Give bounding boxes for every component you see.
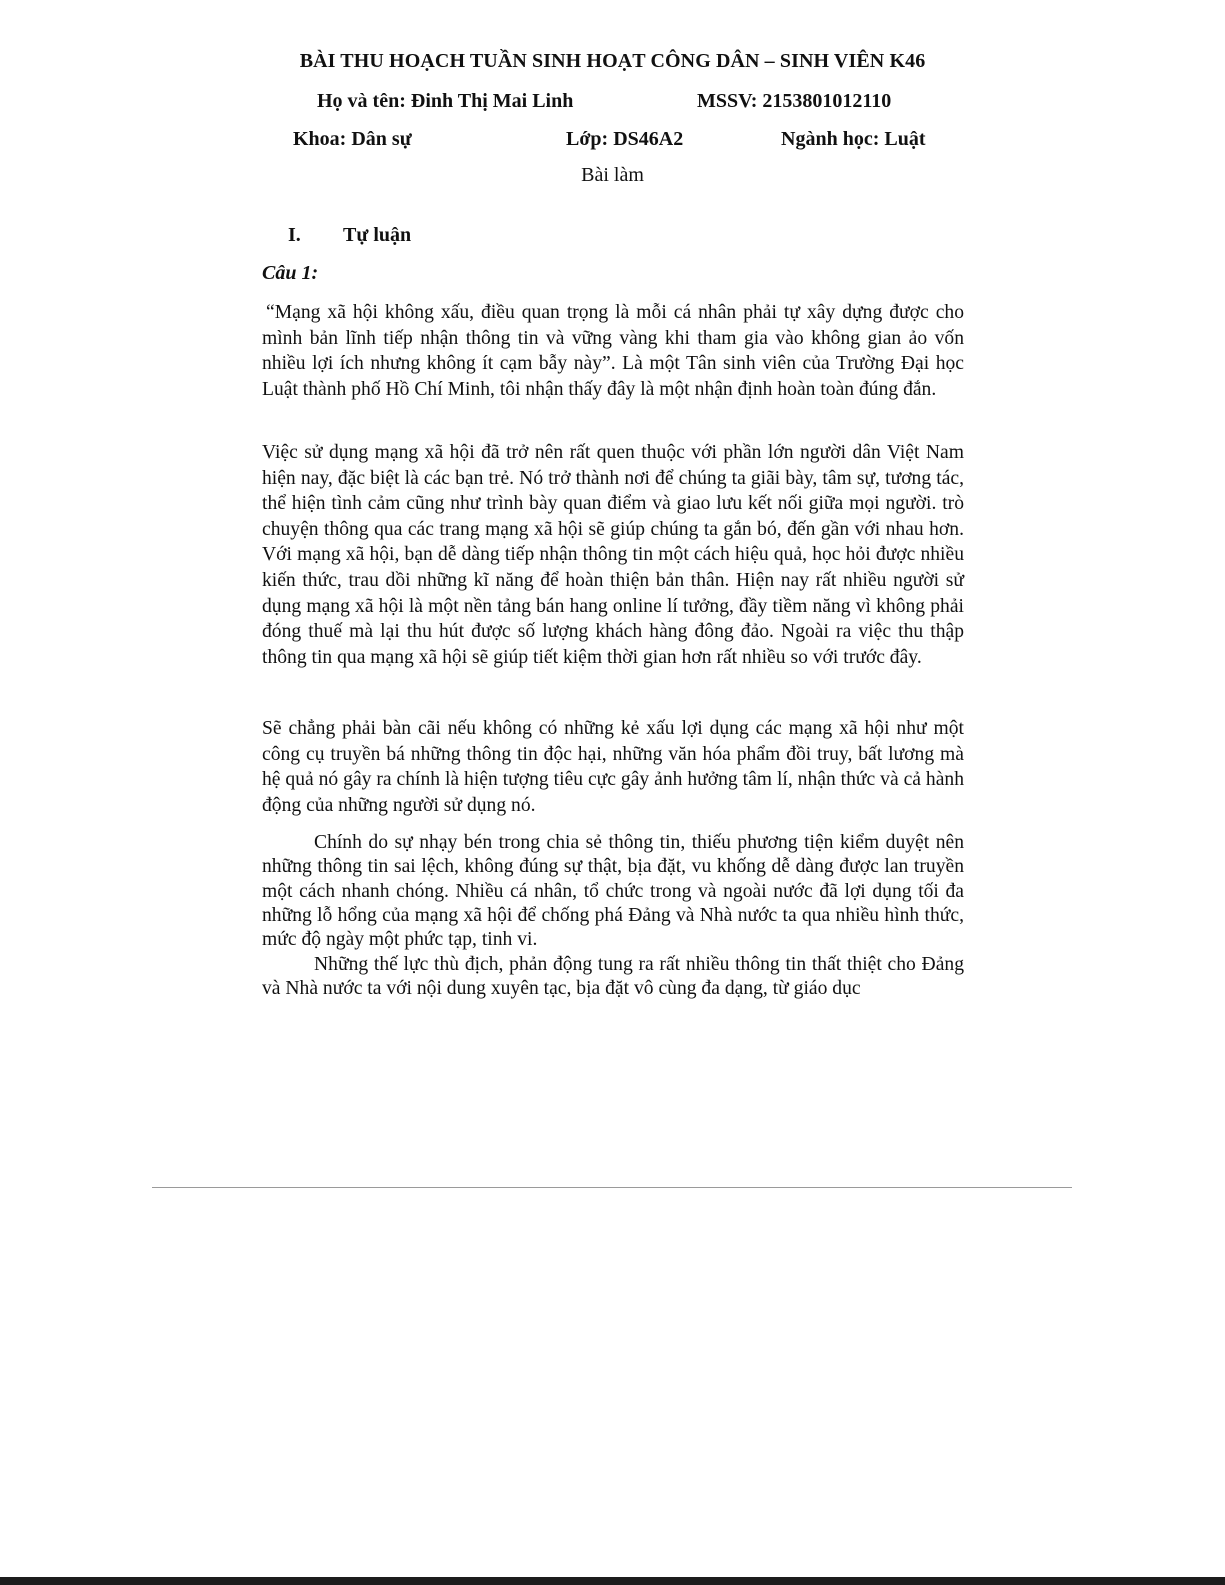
- paragraph-hostile-forces: Những thế lực thù địch, phản động tung ra rất nhiều thông tin thất thiệt cho Đảng và Nhà nước ta với nội dung xuyên tạc, bịa đặt vô cùng đa dạng, từ giáo dục: [262, 954, 964, 1000]
- faculty: Khoa: Dân sự: [293, 128, 412, 150]
- section-title: Tự luận: [343, 224, 412, 246]
- subtitle: Bài làm: [581, 164, 644, 186]
- student-name: Họ và tên: Đinh Thị Mai Linh: [317, 90, 574, 112]
- student-id: MSSV: 2153801012110: [697, 90, 892, 112]
- paragraph-benefits: Việc sử dụng mạng xã hội đã trở nên rất quen thuộc với phần lớn người dân Việt Nam hiện nay, đặc biệt là các bạn trẻ. Nó trở thành nơi để chúng ta giãi bày, tâm sự, tương tác, thể hiện tình cảm cũng như trình bày quan điểm và giao lưu kết nối giữa mọi người. trò chuyện thông qua các trang mạng xã hội sẽ giúp chúng ta gắn bó, đến gần với nhau hơn. Với mạng xã hội, bạn dễ dàng tiếp nhận thông tin một cách hiệu quả, học hỏi được nhiều kiến thức, trau dồi những kĩ năng để hoàn thiện bản thân. Hiện nay rất nhiều người sử dụng mạng xã hội là một nền tảng bán hang online lí tưởng, đầy tiềm năng vì không phải đóng thuế mà lại thu hút được số lượng khách hàng đông đảo. Ngoài ra việc thu thập thông tin qua mạng xã hội sẽ giúp tiết kiệm thời gian hơn rất nhiều so với trước đây.: [262, 442, 964, 668]
- paragraph-quote: “Mạng xã hội không xấu, điều quan trọng là mỗi cá nhân phải tự xây dựng được cho mình bản lĩnh tiếp nhận thông tin và vững vàng khi tham gia vào không gian ảo vốn nhiều lợi ích nhưng không ít cạm bẫy này”. Là một Tân sinh viên của Trường Đại học Luật thành phố Hồ Chí Minh, tôi nhận thấy đây là một nhận định hoàn toàn đúng đắn.: [262, 302, 964, 400]
- class-code: Lớp: DS46A2: [566, 128, 684, 150]
- bottom-edge: [0, 1577, 1225, 1585]
- major: Ngành học: Luật: [781, 128, 926, 150]
- document-title: BÀI THU HOẠCH TUẦN SINH HOẠT CÔNG DÂN – SINH VIÊN K46: [299, 50, 926, 72]
- question-label: Câu 1:: [262, 262, 319, 284]
- footer-divider: [152, 1187, 1072, 1188]
- paragraph-risks: Sẽ chẳng phải bàn cãi nếu không có những kẻ xấu lợi dụng các mạng xã hội như một công cụ truyền bá những thông tin độc hại, những văn hóa phẩm đồi truy, bất lương mà hệ quả nó gây ra chính là hiện tượng tiêu cực gây ảnh hưởng tâm lí, nhận thức và cả hành động của những người sử dụng nó.: [262, 718, 964, 816]
- section-number: I.: [288, 224, 301, 246]
- paragraph-misinformation: Chính do sự nhạy bén trong chia sẻ thông tin, thiếu phương tiện kiểm duyệt nên những thông tin sai lệch, không đúng sự thật, bịa đặt, vu khống dễ dàng được lan truyền một cách nhanh chóng. Nhiều cá nhân, tổ chức trong và ngoài nước đã lợi dụng tối đa những lỗ hổng của mạng xã hội để chống phá Đảng và Nhà nước ta qua nhiều hình thức, mức độ ngày một phức tạp, tinh vi.: [262, 832, 964, 951]
